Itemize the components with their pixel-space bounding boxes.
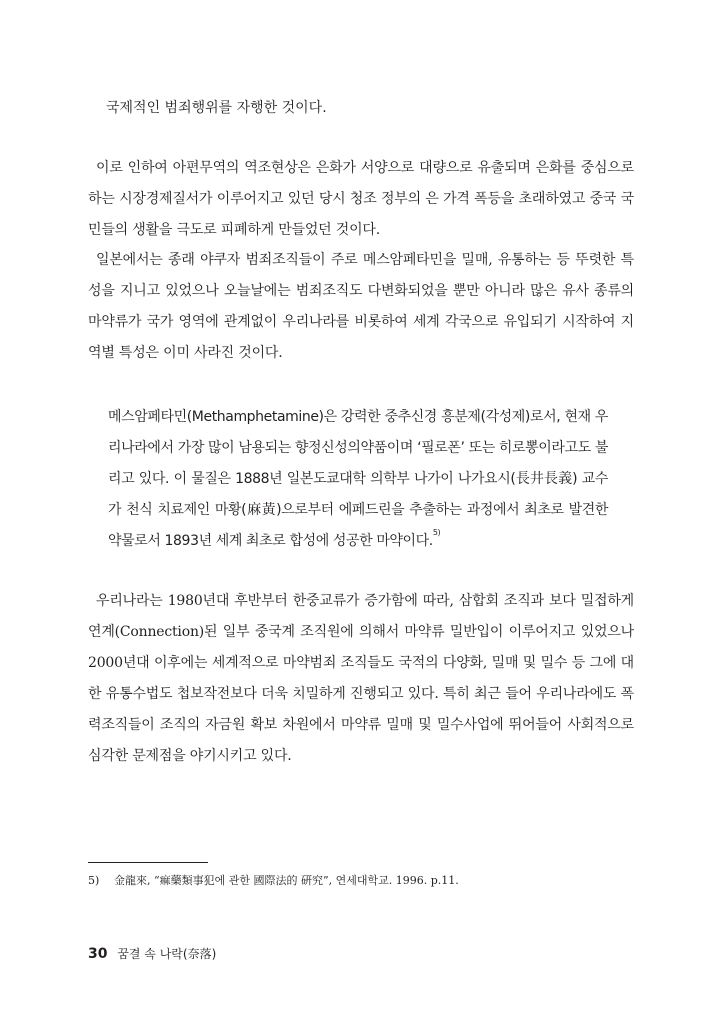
footnote-reference: 5) <box>432 528 441 537</box>
body-paragraph-2: 일본에서는 종래 야쿠자 범죄조직들이 주로 메스암페타민을 밀매, 유통하는 등 뚜렷한 특성을 지니고 있었으나 오늘날에는 범죄조직도 다변화되었을 뿐만 아니라 많은 유사 종류의 마약류가 국가 영역에 관계없이 우리나라를 비롯하여 세계 각국으로 유입되기 시작하여 지역별 특성은 이미 사라진 것이다. <box>88 252 634 361</box>
body-paragraph-3: 우리나라는 1980년대 후반부터 한중교류가 증가함에 따라, 삼합회 조직과 보다 밀접하게 연계(Connection)된 일부 중국계 조직원에 의해서 마약류 밀반입이 이루어지고 있었으나 2000년대 이후에는 세계적으로 마약범죄 조직들도 국적의 다양화, 밀매 및 밀수 등 그에 대한 유통수법도 첩보작전보다 더욱 치밀하게 진행되고 있다. 특히 최근 들어 우리나라에도 폭력조직들이 조직의 자금원 확보 차원에서 마약류 밀매 및 밀수사업에 뛰어들어 사회적으로 심각한 문제점을 야기시키고 있다. <box>88 593 634 764</box>
quote-continuation: 국제적인 범죄행위를 자행한 것이다. <box>106 100 327 116</box>
footnote-divider <box>88 862 208 863</box>
running-title: 꿈결 속 나락(奈落) <box>117 947 217 961</box>
block-quote-methamphetamine <box>108 402 608 557</box>
page-footer <box>88 944 388 964</box>
footnote-text: 金龍來, “痲藥類事犯에 관한 國際法的 硏究”, 연세대학교. 1996. p.11. <box>114 874 459 887</box>
block-quote-text: 메스암페타민(Methamphetamine)은 강력한 중추신경 흥분제(각성제)로서, 현재 우리나라에서 가장 많이 남용되는 향정신성의약품이며 ‘필로폰’ 또는 히로뽕이라고도 불리고 있다. 이 물질은 1888년 일본도쿄대학 의학부 나가이 나가요시(長井長義) 교수가 천식 치료제인 마황(麻黃)으로부터 에페드린을 추출하는 과정에서 최초로 발견한 약물로서 1893년 세계 최초로 합성에 성공한 마약이다. <box>108 409 608 549</box>
footnote-number: 5) <box>88 874 100 887</box>
body-paragraph-1: 이로 인하여 아편무역의 역조현상은 은화가 서양으로 대량으로 유출되며 은화를 중심으로 하는 시장경제질서가 이루어지고 있던 당시 청조 정부의 은 가격 폭등을 초래하였고 중국 국민들의 생활을 극도로 피폐하게 만들었던 것이다. <box>88 160 634 238</box>
footnote <box>88 873 634 889</box>
page-number: 30 <box>88 946 108 962</box>
